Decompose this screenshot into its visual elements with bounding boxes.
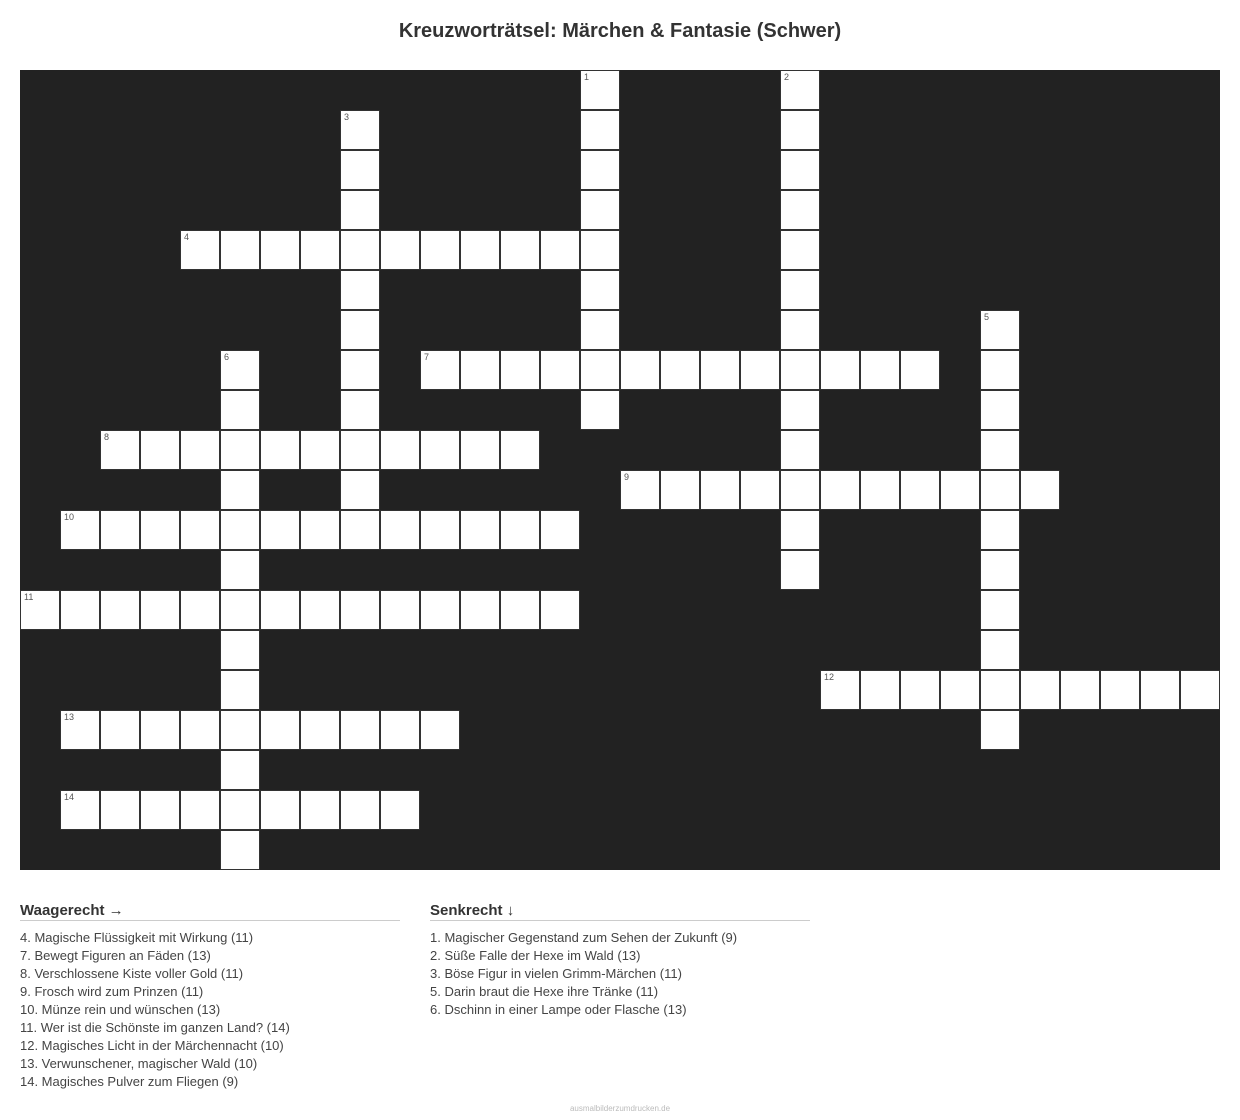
grid-cell[interactable] <box>980 430 1020 470</box>
grid-cell[interactable] <box>60 510 100 550</box>
down-heading: Senkrecht ↓ <box>430 902 810 921</box>
grid-cell[interactable] <box>380 430 420 470</box>
grid-cell[interactable] <box>1180 670 1220 710</box>
grid-cell[interactable] <box>1100 670 1140 710</box>
grid-cell[interactable] <box>780 550 820 590</box>
grid-cell[interactable] <box>420 590 460 630</box>
grid-cell[interactable] <box>740 470 780 510</box>
grid-cell[interactable] <box>100 790 140 830</box>
grid-cell[interactable] <box>620 470 660 510</box>
grid-cell[interactable] <box>980 710 1020 750</box>
across-clue: 10. Münze rein und wünschen (13) <box>20 1002 221 1017</box>
grid-cell[interactable] <box>580 310 620 350</box>
grid-cell[interactable] <box>340 590 380 630</box>
grid-cell[interactable] <box>620 350 660 390</box>
grid-cell[interactable] <box>220 670 260 710</box>
grid-cell[interactable] <box>220 350 260 390</box>
grid-cell[interactable] <box>980 550 1020 590</box>
grid-cell[interactable] <box>540 230 580 270</box>
grid-cell[interactable] <box>420 430 460 470</box>
grid-cell[interactable] <box>180 590 220 630</box>
clue-number: 5 <box>984 312 990 322</box>
grid-cell[interactable] <box>220 550 260 590</box>
grid-cell[interactable] <box>220 590 260 630</box>
grid-cell[interactable] <box>220 630 260 670</box>
grid-cell[interactable] <box>420 350 460 390</box>
across-clue: 14. Magisches Pulver zum Fliegen (9) <box>20 1074 239 1089</box>
grid-cell[interactable] <box>860 350 900 390</box>
grid-cell[interactable] <box>460 510 500 550</box>
down-clue-list <box>430 929 810 1019</box>
grid-cell[interactable] <box>1060 670 1100 710</box>
grid-cell[interactable] <box>780 350 820 390</box>
grid-cell[interactable] <box>980 590 1020 630</box>
clue-number: 7 <box>424 352 430 362</box>
down-clue: 2. Süße Falle der Hexe im Wald (13) <box>430 948 641 963</box>
grid-cell[interactable] <box>300 510 340 550</box>
grid-cell[interactable] <box>380 710 420 750</box>
clue-number: 2 <box>784 72 790 82</box>
grid-cell[interactable] <box>340 150 380 190</box>
across-clue: 9. Frosch wird zum Prinzen (11) <box>20 984 204 999</box>
grid-cell[interactable] <box>340 350 380 390</box>
grid-cell[interactable] <box>580 350 620 390</box>
grid-cell[interactable] <box>660 470 700 510</box>
grid-cell[interactable] <box>180 510 220 550</box>
grid-cell[interactable] <box>380 790 420 830</box>
grid-cell[interactable] <box>420 230 460 270</box>
footer-credit: ausmalbilderzumdrucken.de <box>569 1104 671 1113</box>
grid-cell[interactable] <box>580 190 620 230</box>
clue-number: 9 <box>624 472 630 482</box>
grid-cell[interactable] <box>340 510 380 550</box>
grid-cell[interactable] <box>500 350 540 390</box>
grid-cell[interactable] <box>500 230 540 270</box>
grid-cell[interactable] <box>580 230 620 270</box>
grid-cell[interactable] <box>580 150 620 190</box>
grid-cell[interactable] <box>380 510 420 550</box>
grid-cell[interactable] <box>100 710 140 750</box>
grid-cell[interactable] <box>100 510 140 550</box>
down-clue: 6. Dschinn in einer Lampe oder Flasche (13) <box>430 1002 687 1017</box>
grid-cell[interactable] <box>860 470 900 510</box>
down-clues-section <box>430 902 810 1019</box>
grid-cell[interactable] <box>1020 670 1060 710</box>
grid-cell[interactable] <box>580 390 620 430</box>
grid-cell[interactable] <box>260 230 300 270</box>
grid-cell[interactable] <box>780 470 820 510</box>
grid-cell[interactable] <box>460 590 500 630</box>
grid-cell[interactable] <box>980 670 1020 710</box>
grid-cell[interactable] <box>580 110 620 150</box>
grid-cell[interactable] <box>220 510 260 550</box>
grid-cell[interactable] <box>180 430 220 470</box>
grid-cell[interactable] <box>180 710 220 750</box>
grid-cell[interactable] <box>340 310 380 350</box>
clue-number: 10 <box>64 512 75 522</box>
clue-number: 1 <box>584 72 590 82</box>
grid-cell[interactable] <box>260 710 300 750</box>
grid-cell[interactable] <box>220 750 260 790</box>
grid-cell[interactable] <box>60 590 100 630</box>
grid-cell[interactable] <box>780 190 820 230</box>
grid-cell[interactable] <box>140 710 180 750</box>
grid-cell[interactable] <box>780 430 820 470</box>
grid-cell[interactable] <box>180 230 220 270</box>
grid-cell[interactable] <box>780 270 820 310</box>
grid-cell[interactable] <box>100 430 140 470</box>
grid-cell[interactable] <box>220 790 260 830</box>
grid-cell[interactable] <box>300 590 340 630</box>
down-clue: 5. Darin braut die Hexe ihre Tränke (11) <box>430 984 659 999</box>
grid-cell[interactable] <box>260 790 300 830</box>
grid-cell[interactable] <box>220 470 260 510</box>
grid-cell[interactable] <box>980 350 1020 390</box>
page-title: Kreuzworträtsel: Märchen & Fantasie (Schwer) <box>398 20 842 42</box>
across-clue-list <box>20 929 400 1091</box>
grid-cell[interactable] <box>980 510 1020 550</box>
grid-cell[interactable] <box>780 110 820 150</box>
grid-cell[interactable] <box>300 230 340 270</box>
grid-cell[interactable] <box>1020 470 1060 510</box>
across-clue: 11. Wer ist die Schönste im ganzen Land? (14) <box>20 1020 290 1035</box>
grid-cell[interactable] <box>220 230 260 270</box>
across-clue: 4. Magische Flüssigkeit mit Wirkung (11) <box>20 930 254 945</box>
grid-cell[interactable] <box>980 630 1020 670</box>
across-clue: 8. Verschlossene Kiste voller Gold (11) <box>20 966 244 981</box>
grid-cell[interactable] <box>740 350 780 390</box>
grid-cell[interactable] <box>260 430 300 470</box>
grid-cell[interactable] <box>220 710 260 750</box>
grid-cell[interactable] <box>340 470 380 510</box>
grid-cell[interactable] <box>260 510 300 550</box>
grid-cell[interactable] <box>780 150 820 190</box>
grid-cell[interactable] <box>580 270 620 310</box>
grid-cell[interactable] <box>460 230 500 270</box>
clue-number: 14 <box>64 792 75 802</box>
grid-cell[interactable] <box>140 430 180 470</box>
grid-cell[interactable] <box>500 510 540 550</box>
crossword-grid <box>20 70 1220 870</box>
across-clue: 12. Magisches Licht in der Märchennacht (10) <box>20 1038 284 1053</box>
grid-cell[interactable] <box>700 350 740 390</box>
grid-cell[interactable] <box>980 390 1020 430</box>
down-clue: 1. Magischer Gegenstand zum Sehen der Zukunft (9) <box>430 930 738 945</box>
across-clues-section <box>20 902 400 1091</box>
grid-cell[interactable] <box>380 590 420 630</box>
grid-cell[interactable] <box>980 470 1020 510</box>
grid-cell[interactable] <box>1140 670 1180 710</box>
grid-cell[interactable] <box>580 70 620 110</box>
grid-cell[interactable] <box>60 790 100 830</box>
grid-cell[interactable] <box>900 350 940 390</box>
grid-cell[interactable] <box>100 590 140 630</box>
grid-cell[interactable] <box>820 470 860 510</box>
grid-cell[interactable] <box>260 590 300 630</box>
grid-cell[interactable] <box>820 350 860 390</box>
clue-number: 4 <box>184 232 190 242</box>
grid-cell[interactable] <box>780 230 820 270</box>
grid-cell[interactable] <box>60 710 100 750</box>
clue-number: 6 <box>224 352 230 362</box>
grid-cell[interactable] <box>380 230 420 270</box>
down-clue: 3. Böse Figur in vielen Grimm-Märchen (11) <box>430 966 682 981</box>
grid-cell[interactable] <box>540 510 580 550</box>
grid-cell[interactable] <box>540 590 580 630</box>
grid-cell[interactable] <box>980 310 1020 350</box>
grid-cell[interactable] <box>500 430 540 470</box>
grid-cell[interactable] <box>460 430 500 470</box>
grid-cell[interactable] <box>340 190 380 230</box>
grid-cell[interactable] <box>780 310 820 350</box>
across-clue: 13. Verwunschener, magischer Wald (10) <box>20 1056 258 1071</box>
clue-number: 8 <box>104 432 110 442</box>
grid-cell[interactable] <box>180 790 220 830</box>
grid-cell[interactable] <box>340 710 380 750</box>
grid-cell[interactable] <box>300 790 340 830</box>
grid-cell[interactable] <box>220 830 260 870</box>
grid-cell[interactable] <box>140 510 180 550</box>
grid-cell[interactable] <box>780 70 820 110</box>
grid-cell[interactable] <box>220 390 260 430</box>
grid-cell[interactable] <box>660 350 700 390</box>
across-heading: Waagerecht → <box>20 902 400 921</box>
grid-cell[interactable] <box>780 390 820 430</box>
grid-cell[interactable] <box>340 270 380 310</box>
grid-cell[interactable] <box>340 110 380 150</box>
grid-cell[interactable] <box>460 350 500 390</box>
grid-cell[interactable] <box>340 230 380 270</box>
grid-cell[interactable] <box>420 710 460 750</box>
grid-cell[interactable] <box>300 430 340 470</box>
grid-cell[interactable] <box>340 790 380 830</box>
grid-cell[interactable] <box>20 590 60 630</box>
grid-cell[interactable] <box>140 790 180 830</box>
grid-cell[interactable] <box>540 350 580 390</box>
grid-cell[interactable] <box>860 670 900 710</box>
grid-cell[interactable] <box>500 590 540 630</box>
clue-number: 11 <box>24 592 34 602</box>
grid-cell[interactable] <box>780 510 820 550</box>
clue-number: 13 <box>64 712 75 722</box>
clue-number: 12 <box>824 672 835 682</box>
grid-cell[interactable] <box>900 670 940 710</box>
grid-cell[interactable] <box>700 470 740 510</box>
grid-cell[interactable] <box>300 710 340 750</box>
grid-cell[interactable] <box>940 670 980 710</box>
grid-cell[interactable] <box>420 510 460 550</box>
grid-cell[interactable] <box>140 590 180 630</box>
grid-cell[interactable] <box>340 390 380 430</box>
across-clue: 7. Bewegt Figuren an Fäden (13) <box>20 948 211 963</box>
grid-cell[interactable] <box>940 470 980 510</box>
grid-cell[interactable] <box>900 470 940 510</box>
grid-cell[interactable] <box>220 430 260 470</box>
clue-number: 3 <box>344 112 350 122</box>
grid-cell[interactable] <box>340 430 380 470</box>
grid-cell[interactable] <box>820 670 860 710</box>
